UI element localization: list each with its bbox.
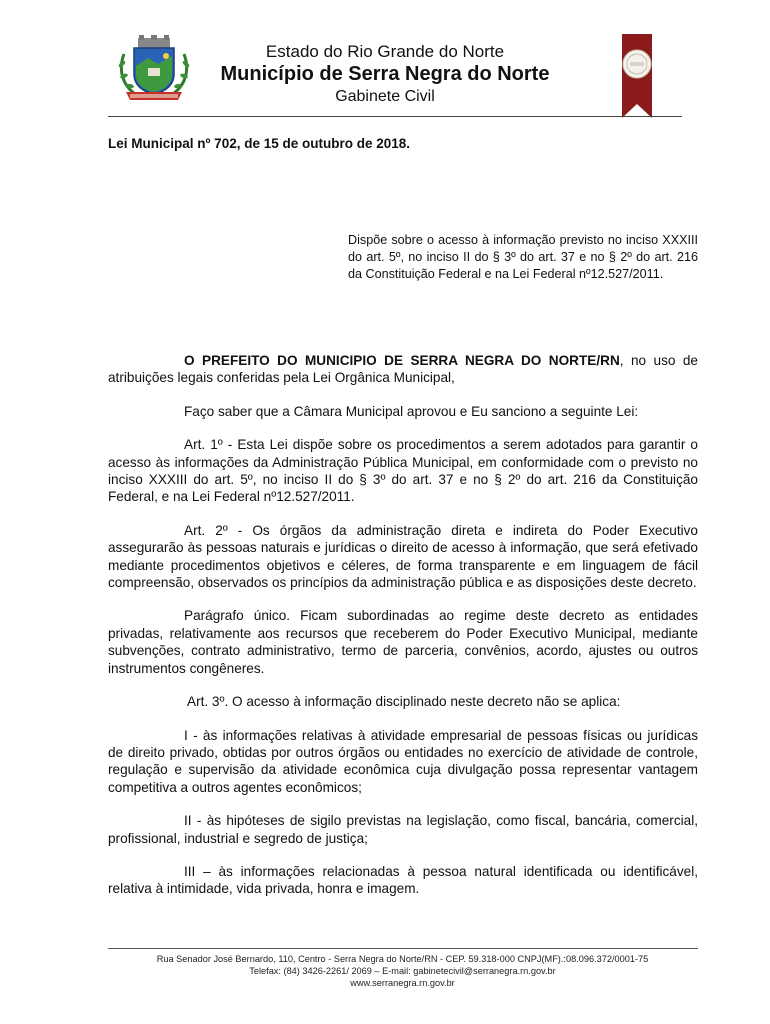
article-1: Art. 1º - Esta Lei dispõe sobre os procedimentos a serem adotados para garantir o acesso às informações da Administração Pública Municipal, em conformidade com o previsto no inciso XXXIII do art. 5º, no inciso II do § 3º do art. 37 e no § 2º do art. 216 da Constituição Federal, e na Lei Federal nº12.527/2011.	[108, 437, 698, 505]
item-i: I - às informações relativas à atividade empresarial de pessoas físicas ou jurídicas de direito privado, obtidas por outros órgãos ou entidades no exercício de atividade de controle, regulação e supervisão da atividade econômica cuja divulgação possa representar vantagem competitiva a outros agentes econômicos;	[108, 727, 698, 795]
office-name: Gabinete Civil	[335, 88, 435, 105]
municipal-coat-of-arms-icon	[108, 34, 200, 106]
item-iii: III – às informações relacionadas à pessoa natural identificada ou identificável, relativa à intimidade, vida privada, honra e imagem.	[108, 863, 698, 897]
footer-divider	[108, 948, 698, 949]
preamble-text: , no uso de atribuições legais conferidas pela Lei Orgânica Municipal,	[108, 353, 698, 386]
state-name: Estado do Rio Grande do Norte	[265, 42, 505, 61]
law-title: Lei Municipal nº 702, de 15 de outubro de 2018.	[108, 136, 411, 151]
item-ii: II - às hipóteses de sigilo previstas na legislação, como fiscal, bancária, comercial, profissional, industrial e segredo de justiça;	[108, 813, 698, 846]
footer-address: Rua Senador José Bernardo, 110, Centro - Serra Negra do Norte/RN - CEP. 59.318-000 CNPJ(MF).:08.096.372/0001-75	[156, 954, 649, 964]
law-summary: Dispõe sobre o acesso à informação previsto no inciso XXXIII do art. 5º, no inciso II do § 3º do art. 37 e no § 2º do art. 216 da Constituição Federal e na Lei Federal nº12.527/2011.	[348, 233, 698, 281]
article-2: Art. 2º - Os órgãos da administração direta e indireta do Poder Executivo assegurarão às pessoas naturais e jurídicas o direito de acesso à informação, que será efetivado mediante procedimentos objetivos e céleres, de forma transparente e em linguagem de fácil compreensão, observados os princípios da administração pública e as disposições deste decreto.	[108, 522, 698, 591]
preamble-paragraph	[108, 352, 698, 387]
municipality-name: Município de Serra Negra do Norte	[220, 63, 550, 85]
sole-paragraph: Parágrafo único. Ficam subordinadas ao regime deste decreto as entidades privadas, relativamente aos recursos que receberem do Poder Executivo Municipal, mediante subvenções, contrato administrativo, termo de parceria, convênios, acordo, ajustes ou outros instrumentos congêneres.	[108, 608, 698, 676]
footer-website: www.serranegra.rn.gov.br	[350, 978, 455, 988]
ribbon-seal-icon	[618, 34, 656, 118]
enactment-paragraph: Faço saber que a Câmara Municipal aprovou e Eu sanciono a seguinte Lei:	[184, 403, 639, 419]
footer	[100, 953, 705, 989]
footer-contact: Telefax: (84) 3426-2261/ 2069 – E-mail: gabinetecivil@serranegra.rn.gov.br	[249, 966, 556, 976]
article-3: Art. 3º. O acesso à informação disciplinado neste decreto não se aplica:	[187, 694, 621, 710]
law-body	[108, 352, 698, 914]
header-divider	[108, 116, 682, 117]
mayor-heading: O PREFEITO DO MUNICIPIO DE SERRA NEGRA DO NORTE/RN	[184, 353, 620, 368]
